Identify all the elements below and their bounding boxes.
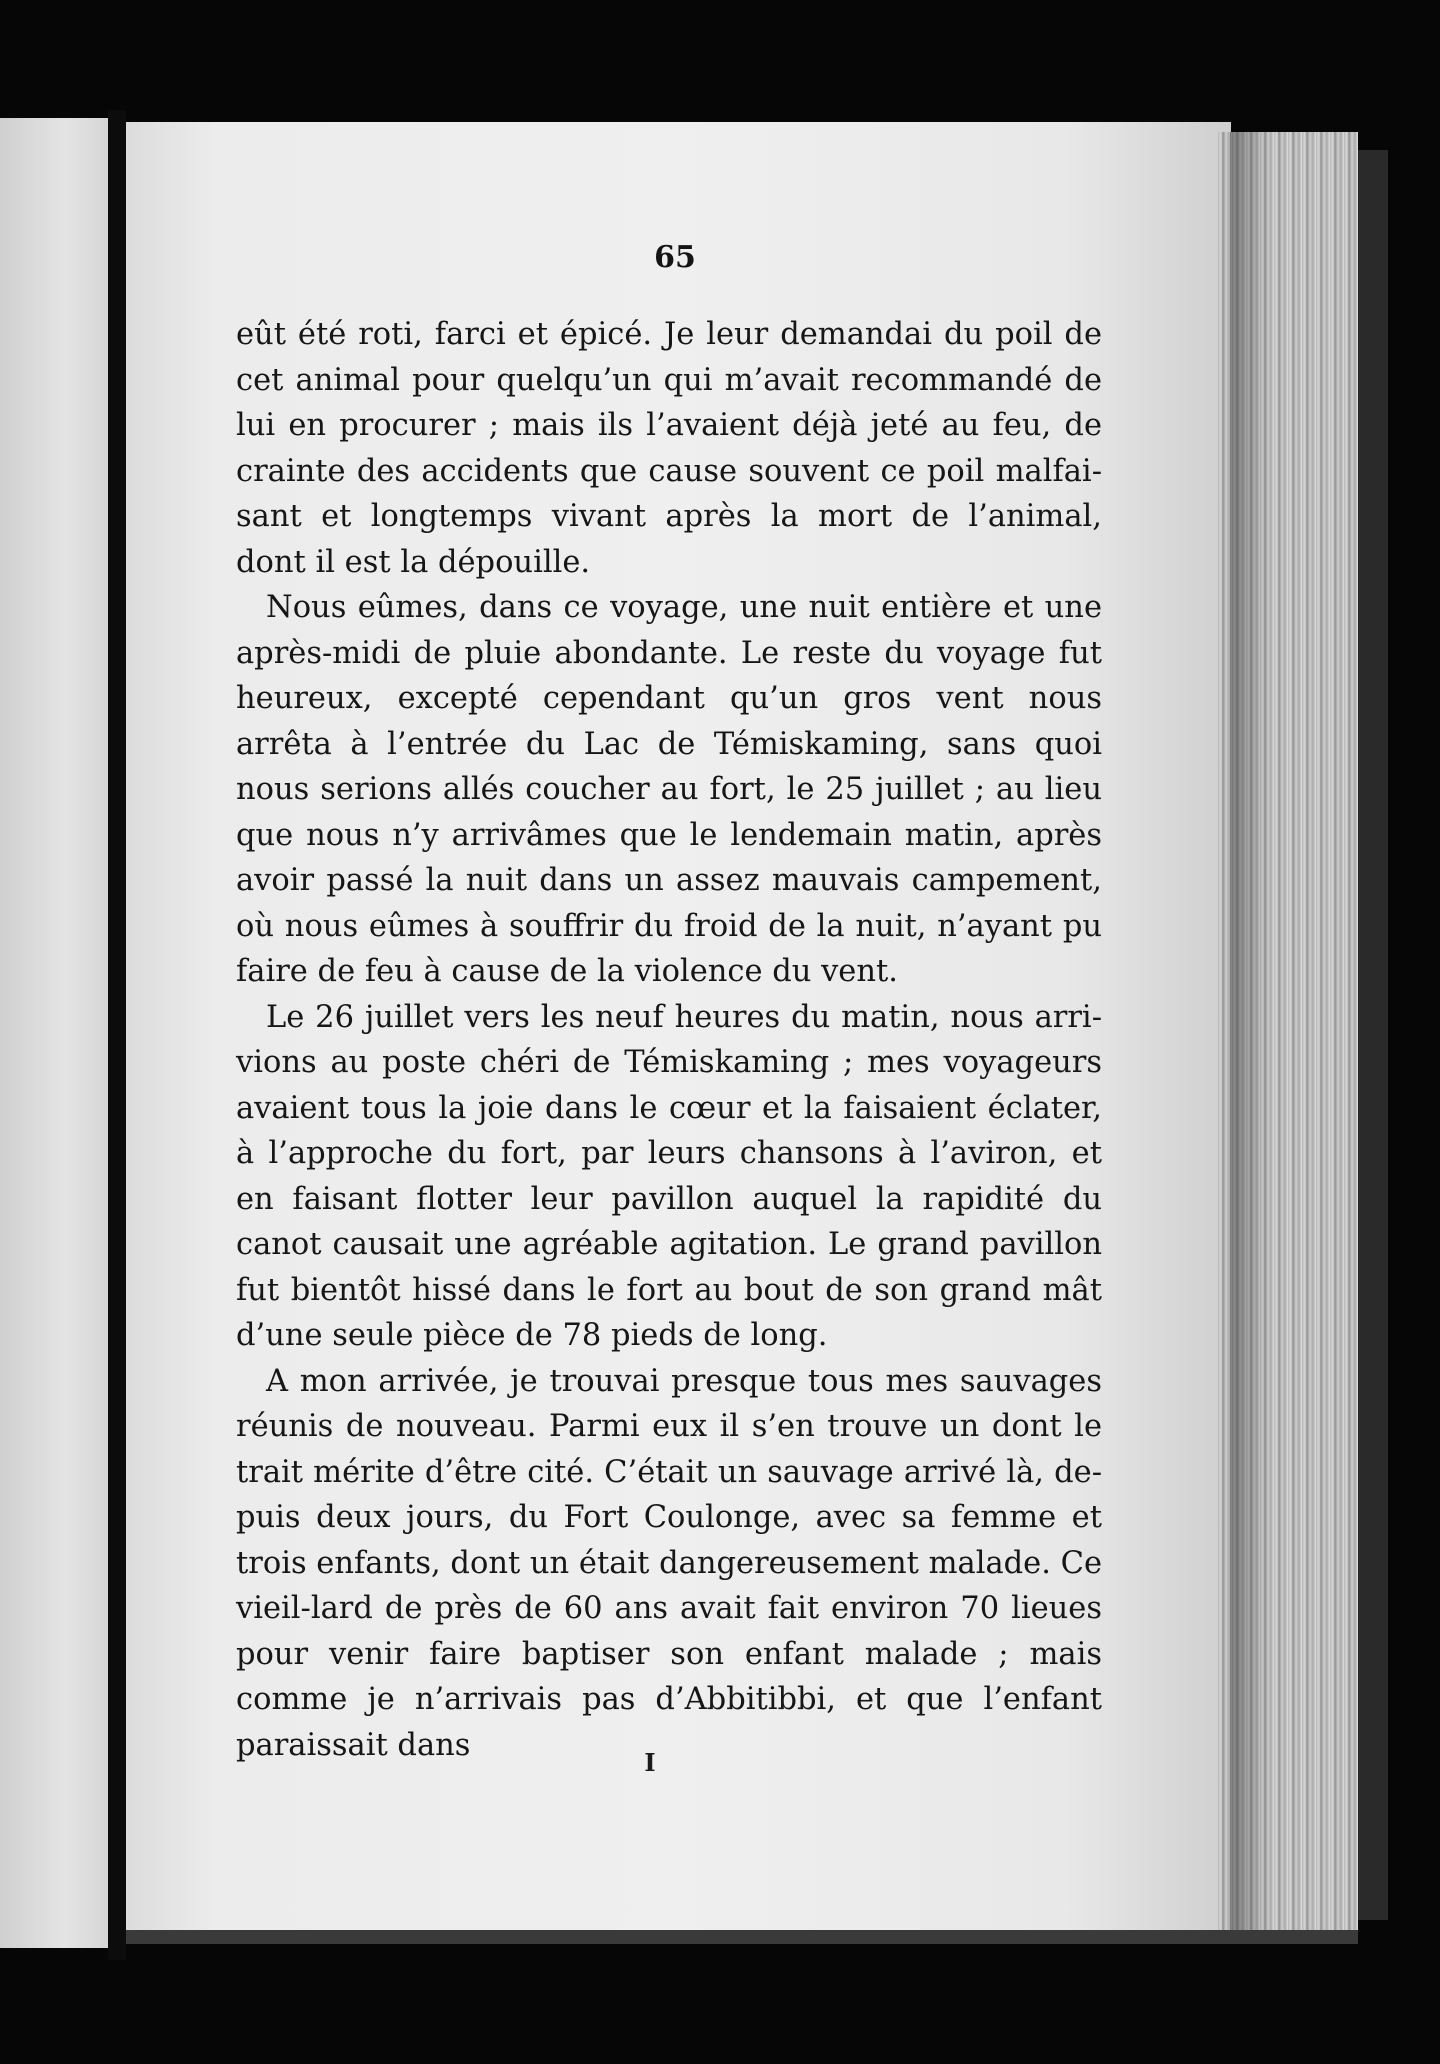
paragraph-2: Nous eûmes, dans ce voyage, une nuit entière et une après-midi de pluie abondante. Le reste du voyage fut heureux, excepté cependant qu’un gros vent nous arrêta à l’entrée du Lac de Témiskaming, sans quoi nous serions allés coucher au fort, le 25 juillet ; au lieu que nous n’y arrivâmes que le lendemain matin, après avoir passé la nuit dans un assez mauvais campement, où nous eûmes à souffrir du froid de la nuit, n’ayant pu faire de feu à cause de la violence du vent.: [236, 590, 1102, 989]
book-cover-edge: [1358, 150, 1388, 1920]
book-gutter: [108, 110, 126, 1960]
page-bottom-edge: [126, 1930, 1358, 1944]
paragraph-1: eût été roti, farci et épicé. Je leur demandai du poil de cet animal pour quelqu’un qui m’avait recommandé de lui en procurer ; mais ils l’avaient déjà jeté au feu, de crainte des accidents que cause souvent ce poil malfai-sant et longtemps vivant après la mort de l’animal, dont il est la dépouille.: [236, 317, 1102, 580]
body-text: [236, 312, 1102, 1768]
page-edge-shadow: [1230, 132, 1270, 1942]
facing-page-edge: [0, 118, 108, 1948]
paragraph-4: A mon arrivée, je trouvai presque tous mes sauvages réunis de nouveau. Parmi eux il s’en trouve un dont le trait mérite d’être cité. C’était un sauvage arrivé là, de-puis deux jours, du Fort Coulonge, avec sa femme et trois enfants, dont un était dangereusement malade. Ce vieil-lard de près de 60 ans avait fait environ 70 lieues pour venir faire baptiser son enfant malade ; mais comme je n’arrivais pas d’Abbitibbi, et que l’enfant paraissait dans: [236, 1363, 1102, 1763]
page-number: 65: [654, 240, 696, 275]
paragraph-3: Le 26 juillet vers les neuf heures du matin, nous arri-vions au poste chéri de Témiskaming ; mes voyageurs avaient tous la joie dans le cœur et la faisaient éclater, à l’approche du fort, par leurs chansons à l’aviron, et en faisant flotter leur pavillon auquel la rapidité du canot causait une agréable agitation. Le grand pavillon fut bientôt hissé dans le fort au bout de son grand mât d’une seule pièce de 78 pieds de long.: [236, 999, 1102, 1353]
printer-signature-mark: I: [644, 1748, 656, 1777]
